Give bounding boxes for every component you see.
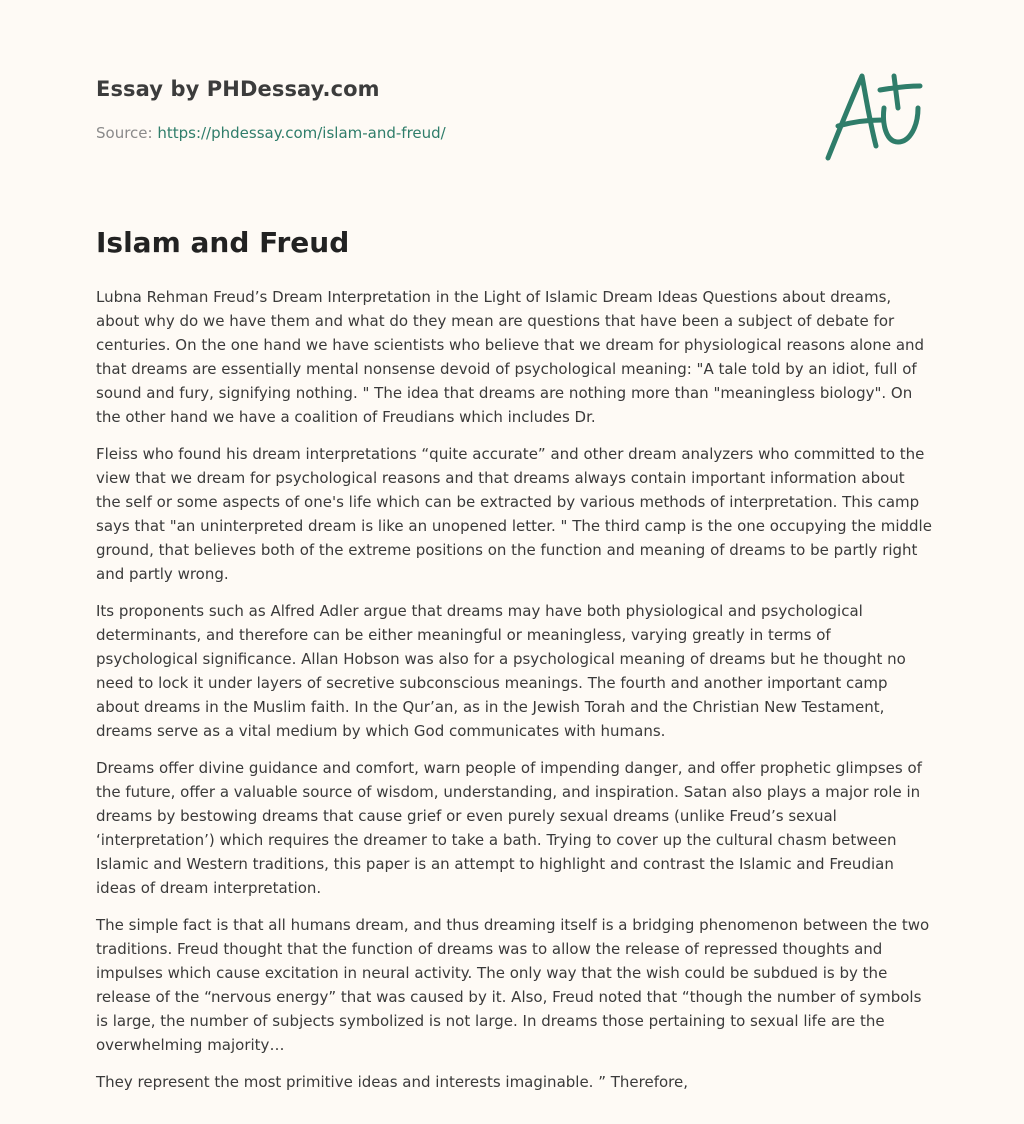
essay-paragraph: Lubna Rehman Freud’s Dream Interpretation in the Light of Islamic Dream Ideas Questions about dreams, about why do we have them and what do they mean are questions that have been a subject of debate for centuries. On the one hand we have scientists who believe that we dream for physiological reasons alone and that dreams are essentially mental nonsense devoid of psychological meaning: "A tale told by an idiot, full of sound and fury, signifying nothing. " The idea that dreams are nothing more than "meaningless biology". On the other hand we have a coalition of Freudians which includes Dr. [96,288,925,426]
essay-paragraph: Fleiss who found his dream interpretations “quite accurate” and other dream analyzers who committed to the view that we dream for psychological reasons and that dreams always contain important information about the self or some aspects of one's life which can be extracted by various methods of interpretation. This camp says that "an uninterpreted dream is like an unopened letter. " The third camp is the one occupying the middle ground, that believes both of the extreme positions on the function and meaning of dreams to be partly right and partly wrong. [96,445,932,583]
essay-paragraph: They represent the most primitive ideas and interests imaginable. ” Therefore, [96,1073,689,1091]
source-line [96,124,446,142]
source-label: Source: [96,124,158,142]
site-brand: Essay by PHDessay.com [96,77,380,101]
essay-title: Islam and Freud [96,226,350,259]
a-plus-logo-icon [822,68,926,164]
essay-body [96,285,932,1107]
essay-paragraph: The simple fact is that all humans dream, and thus dreaming itself is a bridging phenomenon between the two traditions. Freud thought that the function of dreams was to allow the release of repressed thoughts and impulses which cause excitation in neural activity. The only way that the wish could be subdued is by the release of the “nervous energy” that was caused by it. Also, Freud noted that “though the number of symbols is large, the number of subjects symbolized is not large. In dreams those pertaining to sexual life are the overwhelming majority… [96,916,930,1054]
essay-paragraph: Its proponents such as Alfred Adler argue that dreams may have both physiological and psychological determinants, and therefore can be either meaningful or meaningless, varying greatly in terms of psychological significance. Allan Hobson was also for a psychological meaning of dreams but he thought no need to lock it under layers of secretive subconscious meanings. The fourth and another important camp about dreams in the Muslim faith. In the Qur’an, as in the Jewish Torah and the Christian New Testament, dreams serve as a vital medium by which God communicates with humans. [96,602,906,740]
essay-paragraph: Dreams offer divine guidance and comfort, warn people of impending danger, and offer prophetic glimpses of the future, offer a valuable source of wisdom, understanding, and inspiration. Satan also plays a major role in dreams by bestowing dreams that cause grief or even purely sexual dreams (unlike Freud’s sexual ‘interpretation’) which requires the dreamer to take a bath. Trying to cover up the cultural chasm between Islamic and Western traditions, this paper is an attempt to highlight and contrast the Islamic and Freudian ideas of dream interpretation. [96,759,922,897]
source-link[interactable]: https://phdessay.com/islam-and-freud/ [157,124,446,142]
